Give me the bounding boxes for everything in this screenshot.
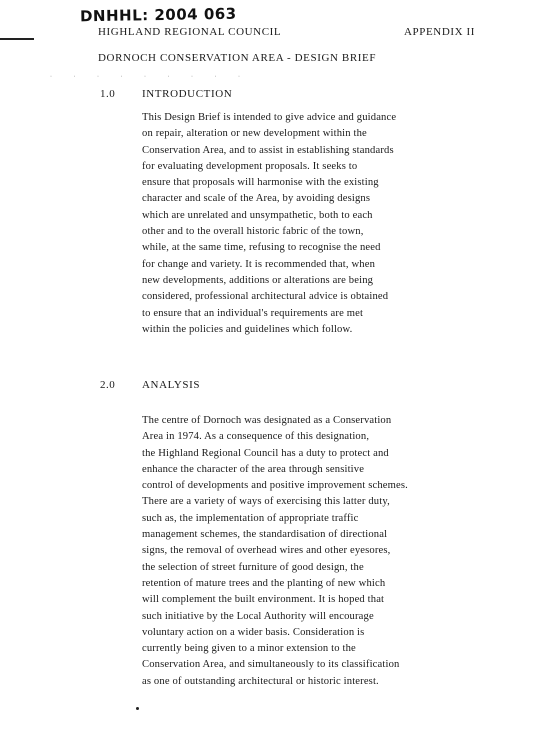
text-line: within the policies and guidelines which follow. <box>142 323 353 335</box>
section-heading: INTRODUCTION <box>142 88 233 100</box>
text-line: ensure that proposals will harmonise with the existing <box>142 177 379 189</box>
text-line: such initiative by the Local Authority will encourage <box>142 610 374 622</box>
text-line: for evaluating development proposals. It seeks to <box>142 160 358 172</box>
text-line: control of developments and positive improvement schemes. <box>142 480 408 492</box>
text-line: the selection of street furniture of good design, the <box>142 561 364 573</box>
margin-mark <box>0 38 34 40</box>
text-line: which are unrelated and unsympathetic, both to each <box>142 209 373 221</box>
document-title: DORNOCH CONSERVATION AREA - DESIGN BRIEF <box>98 52 377 64</box>
appendix-label: APPENDIX II <box>404 26 476 38</box>
text-line: enhance the character of the area through sensitive <box>142 463 365 475</box>
section-number: 1.0 <box>100 88 116 100</box>
section-heading: ANALYSIS <box>142 379 201 391</box>
handwritten-reference: DNHHL: 2004 063 <box>79 4 237 26</box>
scan-speckle: · · · · · · · · · <box>50 74 250 80</box>
text-line: There are a variety of ways of exercising this latter duty, <box>142 496 390 508</box>
text-line: Conservation Area, and to assist in establishing standards <box>142 144 394 156</box>
text-line: on repair, alteration or new development within the <box>142 128 367 140</box>
text-line: other and to the overall historic fabric of the town, <box>142 226 364 238</box>
text-line: while, at the same time, refusing to recognise the need <box>142 242 381 254</box>
text-line: as one of outstanding architectural or historic interest. <box>142 675 379 687</box>
text-line: the Highland Regional Council has a duty to protect and <box>142 447 389 459</box>
text-line: This Design Brief is intended to give advice and guidance <box>142 112 397 123</box>
council-name: HIGHLAND REGIONAL COUNCIL <box>98 26 282 38</box>
text-line: to ensure that an individual's requirements are met <box>142 307 364 319</box>
text-line: new developments, additions or alterations are being <box>142 274 374 286</box>
text-line: considered, professional architectural advice is obtained <box>142 291 389 303</box>
text-line: management schemes, the standardisation of directional <box>142 529 388 541</box>
section-paragraph <box>142 413 472 690</box>
text-line: character and scale of the Area, by avoiding designs <box>142 193 371 205</box>
text-line: currently being given to a minor extension to the <box>142 643 356 655</box>
section-number: 2.0 <box>100 379 116 391</box>
text-line: Conservation Area, and simultaneously to its classification <box>142 659 400 671</box>
text-line: signs, the removal of overhead wires and other eyesores, <box>142 545 391 557</box>
text-line: voluntary action on a wider basis. Consideration is <box>142 626 365 638</box>
text-line: such as, the implementation of appropriate traffic <box>142 512 359 524</box>
text-line: Area in 1974. As a consequence of this designation, <box>142 431 370 443</box>
text-line: retention of mature trees and the planting of new which <box>142 577 386 589</box>
text-line: will complement the built environment. It is hoped that <box>142 594 385 606</box>
scan-dot <box>136 707 139 710</box>
text-line: for change and variety. It is recommended that, when <box>142 258 376 270</box>
section-paragraph <box>142 110 472 338</box>
text-line: The centre of Dornoch was designated as a Conservation <box>142 415 392 426</box>
